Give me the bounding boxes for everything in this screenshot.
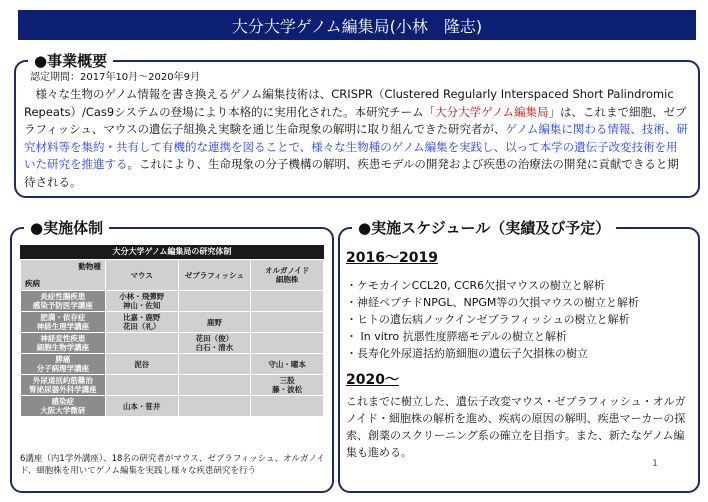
structure-note: 6講座（内1学外講座）、18名の研究者がマウス、ゼブラフィッシュ、オルガノイド、細胞株を用いてゲノム編集を実践し様々な疾患研究を行う <box>20 454 325 476</box>
row-header-disease: 炎症性腸疾患 感染予防医学講座 <box>21 291 106 312</box>
researcher-cell <box>178 396 251 417</box>
certification-period: 認定期間：2017年10月～2020年9月 <box>30 72 200 83</box>
column-header: ゼブラフィッシュ <box>178 260 251 291</box>
row-header-disease: 神経変性疾患 細胞生物学講座 <box>21 333 106 354</box>
researcher-cell: 鹿野 <box>178 312 251 333</box>
researcher-cell: 比嘉・鹿野 花田（礼） <box>105 312 178 333</box>
researcher-cell: 小林・飛彈野 神山・佐知 <box>105 291 178 312</box>
table-title: 大分大学ゲノム編集局の研究体制 <box>20 245 324 259</box>
overview-text-3: 」は、これまで細胞、ゼブラフィッシュ、マウスの遺伝子組換え実験を通じ生命現象の解明に取り組んできた研究者が、 <box>24 104 687 136</box>
schedule-plan-text: これまでに樹立した、遺伝子改変マウス・ゼブラフィッシュ・オルガノイド・細胞株の解析を進め、疾病の原因の解明、疾患マーカーの探索、創薬のスクリーニング系の確立を目指す。また、新たなゲノム編集も進める。 <box>346 395 686 459</box>
table-corner-cell <box>21 260 106 291</box>
page-number: 1 <box>652 459 658 469</box>
table-row <box>21 312 324 333</box>
row-header-disease: 感染症 大阪大学微研 <box>21 396 106 417</box>
column-header: マウス <box>105 260 178 291</box>
researcher-cell <box>251 396 324 417</box>
structure-table <box>20 259 324 417</box>
researcher-cell <box>251 333 324 354</box>
page-title <box>18 10 696 40</box>
researcher-cell: 守山・曜本 <box>251 354 324 375</box>
schedule-period-2016: 2016～2019 <box>346 250 438 266</box>
research-structure-table <box>20 245 324 417</box>
overview-text-1: 様々な生物のゲノム情報を書き換えるゲノム編集技術は、CRISPR（Clustered Regularly Interspaced Short Palindromic Repeats）/Cas9システムの登場により本格的に実用化された。本研究チーム「 <box>24 87 674 119</box>
researcher-cell: 山本・笹井 <box>105 396 178 417</box>
overview-text-5: 。これにより、生命現象の分子機構の解明、疾患モデルの開発および疾患の治療法の開発に貢献できると期待される。 <box>24 157 679 189</box>
overview-team-name: 大分大学ゲノム編集局 <box>435 104 549 119</box>
overview-text <box>24 86 688 191</box>
table-row <box>21 333 324 354</box>
schedule-item: ・神経ペプチドNPGL、NPGM等の欠損マウスの樹立と解析 <box>346 296 640 309</box>
overview-heading: ●事業概要 <box>28 50 113 71</box>
page-title-text: 大分大学ゲノム編集局(小林 隆志) <box>231 16 483 36</box>
table-row <box>21 396 324 417</box>
table-row <box>21 291 324 312</box>
researcher-cell <box>178 375 251 396</box>
table-row <box>21 354 324 375</box>
corner-animal-label: 動物種 <box>78 262 101 271</box>
column-header: オルガノイド 細胞株 <box>251 260 324 291</box>
researcher-cell: 花田（俊） 白石・清水 <box>178 333 251 354</box>
schedule-item: ・長寿化外尿道括約筋細胞の遺伝子欠損株の樹立 <box>346 347 588 360</box>
table-row <box>21 375 324 396</box>
row-header-disease: 肥満・依存症 神経生理学講座 <box>21 312 106 333</box>
researcher-cell <box>251 291 324 312</box>
corner-disease-label: 疾病 <box>25 279 40 288</box>
structure-section <box>10 219 334 493</box>
researcher-cell <box>178 354 251 375</box>
schedule-heading: ●実施スケジュール（実績及び予定） <box>352 217 616 238</box>
researcher-cell <box>105 333 178 354</box>
researcher-cell <box>251 312 324 333</box>
researcher-cell <box>105 375 178 396</box>
schedule-item: ・ケモカインCCL20, CCR6欠損マウスの樹立と解析 <box>346 279 605 292</box>
schedule-item: ・ヒトの遺伝病ノックインゼブラフィッシュの樹立と解析 <box>346 313 630 326</box>
overview-section <box>14 52 700 198</box>
schedule-item: ・ In vitro 抗悪性度膵癌モデルの樹立と解析 <box>346 330 568 343</box>
researcher-cell: 三股 藤・波松 <box>251 375 324 396</box>
row-header-disease: 膵癌 分子病理学講座 <box>21 354 106 375</box>
row-header-disease: 外尿道括約筋難治 腎泌尿器外科学講座 <box>21 375 106 396</box>
researcher-cell: 泥谷 <box>105 354 178 375</box>
schedule-period-2020: 2020～ <box>346 372 399 388</box>
overview-goal-text: ゲノム編集に関わる情報、技術、研究材料等を集約・共有して有機的な連携を図ることで、様々な生物種のゲノム編集を実践し、以って本学の遺伝子改変技術を用いた研究を推進する <box>24 122 688 171</box>
schedule-section <box>338 219 700 493</box>
researcher-cell <box>178 291 251 312</box>
schedule-item-list <box>346 277 694 362</box>
structure-heading: ●実施体制 <box>24 217 109 238</box>
